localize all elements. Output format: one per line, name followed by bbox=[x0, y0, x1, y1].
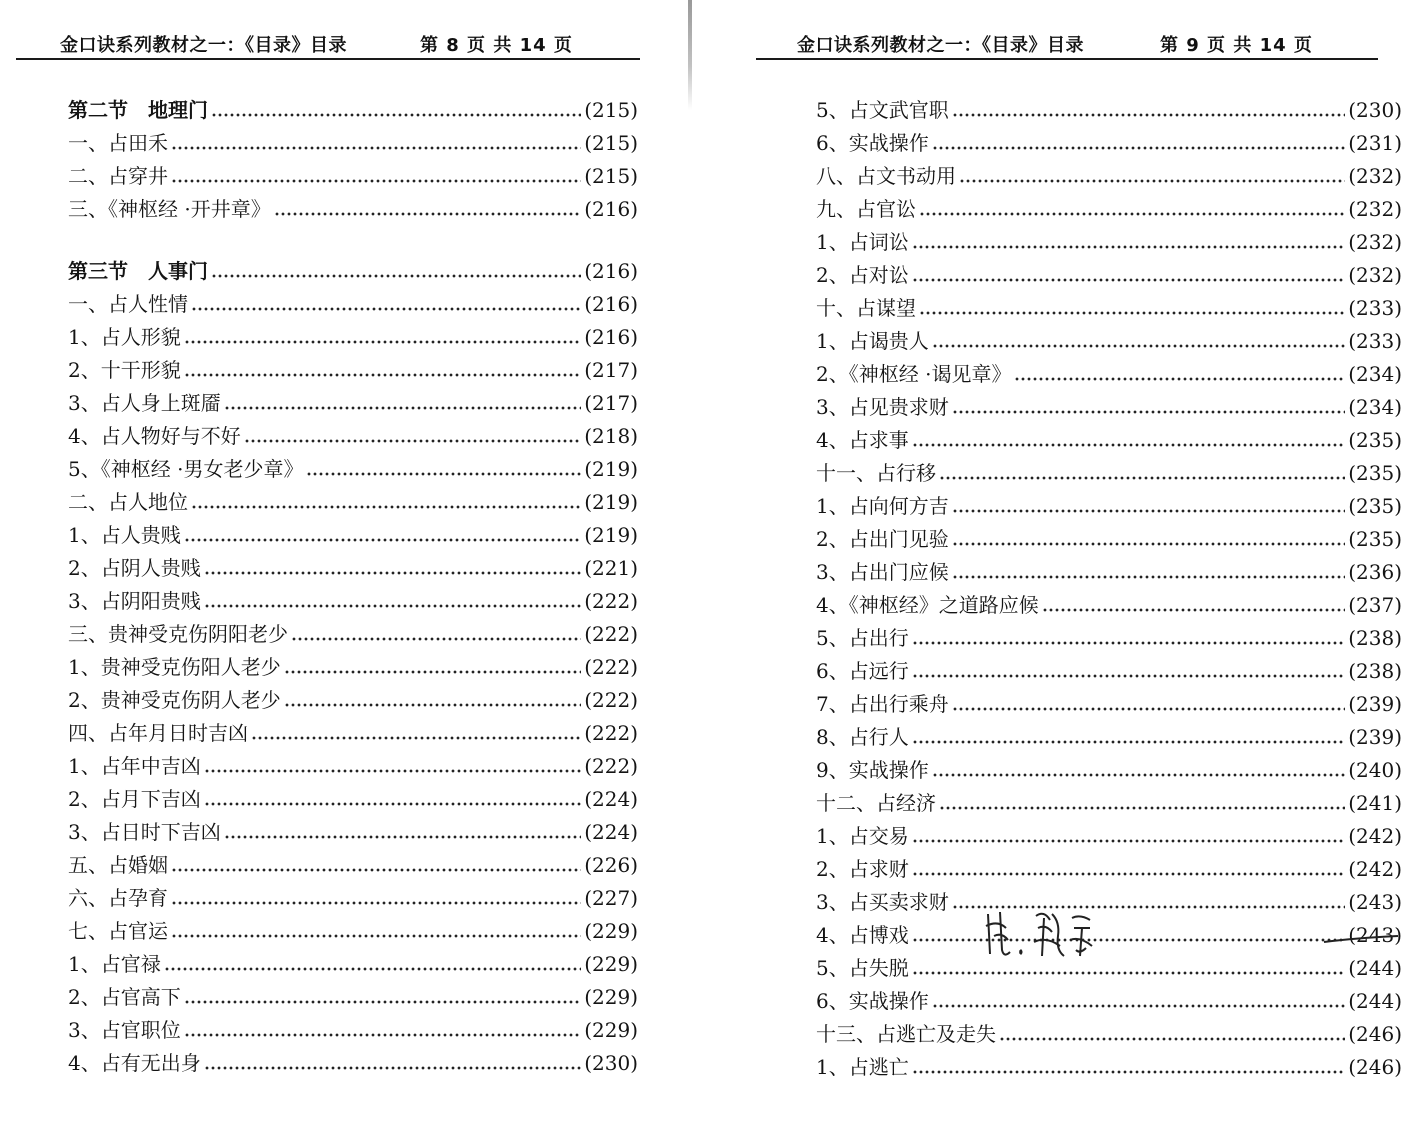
toc-entry bbox=[816, 1051, 1402, 1084]
toc-entry-title: 1、占人贵贱 bbox=[68, 523, 181, 547]
toc-entry bbox=[816, 424, 1402, 457]
toc-entry-title: 1、占交易 bbox=[816, 824, 909, 848]
left-toc-list bbox=[68, 94, 638, 1080]
dot-leader bbox=[274, 212, 582, 216]
toc-entry-page: (234) bbox=[1348, 362, 1402, 386]
toc-entry bbox=[68, 255, 638, 288]
dot-leader bbox=[912, 740, 1345, 744]
dot-leader bbox=[171, 934, 581, 938]
toc-entry-title: 3、占人身上斑靥 bbox=[68, 391, 221, 415]
dot-leader bbox=[932, 1004, 1345, 1008]
toc-entry-title: 1、贵神受克伤阳人老少 bbox=[68, 655, 281, 679]
toc-entry bbox=[816, 523, 1402, 556]
toc-entry bbox=[68, 717, 638, 750]
toc-entry-title: 三、《神枢经 ·开井章》 bbox=[68, 197, 271, 221]
dot-leader bbox=[284, 703, 581, 707]
toc-entry-page: (215) bbox=[584, 98, 638, 122]
toc-entry-page: (244) bbox=[1348, 989, 1402, 1013]
dot-leader bbox=[952, 113, 1345, 117]
toc-entry bbox=[68, 981, 638, 1014]
dot-leader bbox=[952, 509, 1345, 513]
toc-entry-page: (231) bbox=[1348, 131, 1402, 155]
dot-leader bbox=[284, 670, 581, 674]
toc-entry-title: 三、贵神受克伤阴阳老少 bbox=[68, 622, 288, 646]
toc-entry-title: 2、贵神受克伤阴人老少 bbox=[68, 688, 281, 712]
toc-entry-title: 八、占文书动用 bbox=[816, 164, 956, 188]
toc-entry-page: (216) bbox=[584, 325, 638, 349]
toc-entry bbox=[816, 457, 1402, 490]
toc-entry bbox=[68, 585, 638, 618]
dot-leader bbox=[1042, 608, 1345, 612]
toc-entry-title: 5、占出行 bbox=[816, 626, 909, 650]
series-title: 金口诀系列教材之一：《目录》目录 bbox=[797, 35, 1084, 56]
toc-entry-title: 1、占官禄 bbox=[68, 952, 161, 976]
toc-entry-page: (233) bbox=[1348, 329, 1402, 353]
toc-entry bbox=[816, 589, 1402, 622]
toc-entry bbox=[68, 420, 638, 453]
dot-leader bbox=[932, 773, 1345, 777]
dot-leader bbox=[211, 274, 581, 278]
toc-entry-title: 1、占词讼 bbox=[816, 230, 909, 254]
dot-leader bbox=[184, 1033, 581, 1037]
page-header bbox=[756, 28, 1378, 60]
toc-entry bbox=[68, 387, 638, 420]
toc-entry-title: 十、占谋望 bbox=[816, 296, 916, 320]
dot-leader bbox=[164, 967, 581, 971]
toc-entry bbox=[816, 160, 1402, 193]
toc-entry-page: (241) bbox=[1348, 791, 1402, 815]
dot-leader bbox=[171, 179, 581, 183]
toc-entry-page: (243) bbox=[1348, 923, 1402, 947]
toc-entry bbox=[816, 391, 1402, 424]
toc-entry-page: (235) bbox=[1348, 527, 1402, 551]
toc-entry bbox=[816, 325, 1402, 358]
dot-leader bbox=[959, 179, 1345, 183]
toc-entry-title: 3、占见贵求财 bbox=[816, 395, 949, 419]
toc-entry bbox=[68, 127, 638, 160]
dot-leader bbox=[952, 575, 1345, 579]
toc-entry-title: 一、占田禾 bbox=[68, 131, 168, 155]
series-title: 金口诀系列教材之一：《目录》目录 bbox=[60, 35, 347, 56]
dot-leader bbox=[204, 802, 581, 806]
toc-entry-page: (230) bbox=[584, 1051, 638, 1075]
toc-entry-title: 第二节 地理门 bbox=[68, 98, 208, 122]
dot-leader bbox=[919, 212, 1345, 216]
toc-entry-title: 第三节 人事门 bbox=[68, 259, 208, 283]
toc-entry bbox=[68, 1014, 638, 1047]
dot-leader bbox=[912, 1070, 1345, 1074]
dot-leader bbox=[932, 146, 1345, 150]
toc-entry bbox=[68, 816, 638, 849]
toc-entry-page: (218) bbox=[584, 424, 638, 448]
dot-leader bbox=[171, 901, 581, 905]
dot-leader bbox=[912, 245, 1345, 249]
dot-leader bbox=[306, 472, 581, 476]
toc-entry-page: (235) bbox=[1348, 428, 1402, 452]
toc-entry bbox=[816, 193, 1402, 226]
dot-leader bbox=[912, 641, 1345, 645]
toc-entry-title: 2、占阴人贵贱 bbox=[68, 556, 201, 580]
toc-entry-title: 5、占失脱 bbox=[816, 956, 909, 980]
dot-leader bbox=[184, 538, 581, 542]
toc-entry-page: (222) bbox=[584, 589, 638, 613]
toc-entry-title: 1、占谒贵人 bbox=[816, 329, 929, 353]
toc-entry bbox=[68, 519, 638, 552]
toc-entry-title: 4、占有无出身 bbox=[68, 1051, 201, 1075]
toc-entry-title: 四、占年月日时吉凶 bbox=[68, 721, 248, 745]
page-indicator: 第 8 页 共 14 页 bbox=[420, 35, 573, 56]
toc-entry bbox=[68, 915, 638, 948]
toc-entry bbox=[68, 453, 638, 486]
toc-entry-page: (236) bbox=[1348, 560, 1402, 584]
dot-leader bbox=[932, 344, 1345, 348]
handwritten-annotation bbox=[980, 906, 1400, 966]
toc-entry bbox=[68, 783, 638, 816]
toc-entry-title: 一、占人性情 bbox=[68, 292, 188, 316]
toc-entry-title: 6、实战操作 bbox=[816, 131, 929, 155]
toc-entry-page: (216) bbox=[584, 259, 638, 283]
toc-entry-page: (233) bbox=[1348, 296, 1402, 320]
toc-entry-page: (232) bbox=[1348, 164, 1402, 188]
toc-entry-title: 3、占出门应候 bbox=[816, 560, 949, 584]
toc-entry bbox=[816, 226, 1402, 259]
toc-entry bbox=[816, 688, 1402, 721]
toc-entry bbox=[816, 358, 1402, 391]
toc-entry-page: (232) bbox=[1348, 263, 1402, 287]
dot-leader bbox=[251, 736, 581, 740]
toc-entry bbox=[68, 94, 638, 127]
toc-entry-title: 4、占博戏 bbox=[816, 923, 909, 947]
toc-entry-page: (224) bbox=[584, 820, 638, 844]
toc-entry-title: 1、占年中吉凶 bbox=[68, 754, 201, 778]
toc-entry-title: 十一、占行移 bbox=[816, 461, 936, 485]
dot-leader bbox=[952, 542, 1345, 546]
dot-leader bbox=[952, 707, 1345, 711]
dot-leader bbox=[1014, 377, 1345, 381]
toc-entry-page: (217) bbox=[584, 391, 638, 415]
toc-entry-page: (234) bbox=[1348, 395, 1402, 419]
toc-entry-title: 3、占买卖求财 bbox=[816, 890, 949, 914]
toc-entry-page: (229) bbox=[584, 985, 638, 1009]
toc-entry bbox=[68, 486, 638, 519]
toc-entry-page: (215) bbox=[584, 164, 638, 188]
toc-entry-page: (222) bbox=[584, 721, 638, 745]
toc-entry-title: 六、占孕育 bbox=[68, 886, 168, 910]
dot-leader bbox=[204, 1066, 581, 1070]
toc-entry-title: 8、占行人 bbox=[816, 725, 909, 749]
toc-entry-page: (240) bbox=[1348, 758, 1402, 782]
toc-entry-title: 2、占月下吉凶 bbox=[68, 787, 201, 811]
toc-entry bbox=[816, 1018, 1402, 1051]
dot-leader bbox=[939, 476, 1345, 480]
toc-entry-page: (215) bbox=[584, 131, 638, 155]
toc-entry-title: 2、占官高下 bbox=[68, 985, 181, 1009]
toc-entry-page: (222) bbox=[584, 622, 638, 646]
toc-entry-page: (246) bbox=[1348, 1055, 1402, 1079]
dot-leader bbox=[244, 439, 581, 443]
toc-entry-title: 十三、占逃亡及走失 bbox=[816, 1022, 996, 1046]
toc-entry-page: (238) bbox=[1348, 659, 1402, 683]
toc-entry-title: 1、占逃亡 bbox=[816, 1055, 909, 1079]
toc-entry-page: (221) bbox=[584, 556, 638, 580]
toc-entry-page: (235) bbox=[1348, 494, 1402, 518]
toc-entry-title: 二、占穿井 bbox=[68, 164, 168, 188]
toc-entry-page: (232) bbox=[1348, 197, 1402, 221]
dot-leader bbox=[912, 443, 1345, 447]
toc-entry-title: 7、占出行乘舟 bbox=[816, 692, 949, 716]
toc-entry-page: (219) bbox=[584, 457, 638, 481]
toc-entry-title: 6、实战操作 bbox=[816, 989, 929, 1013]
dot-leader bbox=[191, 505, 581, 509]
toc-entry bbox=[816, 259, 1402, 292]
toc-entry bbox=[68, 882, 638, 915]
toc-entry-page: (229) bbox=[584, 952, 638, 976]
toc-entry-title: 十二、占经济 bbox=[816, 791, 936, 815]
page-header bbox=[16, 28, 640, 60]
dot-leader bbox=[912, 971, 1345, 975]
toc-entry-page: (222) bbox=[584, 688, 638, 712]
toc-entry-title: 3、占日时下吉凶 bbox=[68, 820, 221, 844]
dot-leader bbox=[952, 410, 1345, 414]
toc-entry-page: (222) bbox=[584, 655, 638, 679]
dot-leader bbox=[912, 839, 1345, 843]
toc-entry-page: (243) bbox=[1348, 890, 1402, 914]
toc-entry bbox=[68, 750, 638, 783]
toc-entry-title: 1、占人形貌 bbox=[68, 325, 181, 349]
dot-leader bbox=[224, 835, 581, 839]
toc-entry-title: 2、十干形貌 bbox=[68, 358, 181, 382]
toc-entry-page: (222) bbox=[584, 754, 638, 778]
toc-entry-title: 2、占对讼 bbox=[816, 263, 909, 287]
dot-leader bbox=[912, 278, 1345, 282]
toc-entry-title: 6、占远行 bbox=[816, 659, 909, 683]
toc-entry-title: 5、《神枢经 ·男女老少章》 bbox=[68, 457, 304, 481]
toc-entry bbox=[68, 288, 638, 321]
dot-leader bbox=[919, 311, 1345, 315]
toc-entry bbox=[816, 754, 1402, 787]
toc-entry bbox=[68, 651, 638, 684]
toc-entry-page: (227) bbox=[584, 886, 638, 910]
toc-entry bbox=[68, 193, 638, 226]
toc-entry bbox=[816, 556, 1402, 589]
dot-leader bbox=[184, 340, 581, 344]
dot-leader bbox=[171, 868, 581, 872]
toc-entry bbox=[816, 985, 1402, 1018]
toc-entry-page: (219) bbox=[584, 523, 638, 547]
toc-entry-title: 3、占阴阳贵贱 bbox=[68, 589, 201, 613]
toc-entry-title: 3、占官职位 bbox=[68, 1018, 181, 1042]
toc-entry bbox=[68, 321, 638, 354]
toc-entry-page: (229) bbox=[584, 919, 638, 943]
toc-entry-page: (219) bbox=[584, 490, 638, 514]
toc-entry bbox=[68, 160, 638, 193]
dot-leader bbox=[184, 373, 581, 377]
dot-leader bbox=[204, 571, 581, 575]
toc-entry-title: 二、占人地位 bbox=[68, 490, 188, 514]
dot-leader bbox=[224, 406, 581, 410]
toc-entry bbox=[816, 292, 1402, 325]
toc-entry bbox=[816, 622, 1402, 655]
toc-entry-page: (242) bbox=[1348, 857, 1402, 881]
toc-entry-page: (239) bbox=[1348, 692, 1402, 716]
toc-entry-page: (238) bbox=[1348, 626, 1402, 650]
toc-entry-title: 4、占求事 bbox=[816, 428, 909, 452]
toc-entry-title: 2、占求财 bbox=[816, 857, 909, 881]
dot-leader bbox=[184, 1000, 581, 1004]
toc-entry-page: (232) bbox=[1348, 230, 1402, 254]
toc-entry-page: (217) bbox=[584, 358, 638, 382]
toc-entry bbox=[816, 787, 1402, 820]
toc-entry-page: (216) bbox=[584, 197, 638, 221]
dot-leader bbox=[939, 806, 1345, 810]
dot-leader bbox=[912, 674, 1345, 678]
page-indicator: 第 9 页 共 14 页 bbox=[1160, 35, 1313, 56]
toc-entry-page: (226) bbox=[584, 853, 638, 877]
dot-leader bbox=[291, 637, 581, 641]
toc-entry bbox=[816, 94, 1402, 127]
toc-entry bbox=[68, 849, 638, 882]
toc-entry-page: (239) bbox=[1348, 725, 1402, 749]
toc-entry-title: 2、《神枢经 ·谒见章》 bbox=[816, 362, 1012, 386]
toc-entry-page: (216) bbox=[584, 292, 638, 316]
toc-entry-title: 9、实战操作 bbox=[816, 758, 929, 782]
toc-entry-page: (244) bbox=[1348, 956, 1402, 980]
toc-entry bbox=[68, 552, 638, 585]
dot-leader bbox=[204, 769, 581, 773]
toc-entry bbox=[816, 655, 1402, 688]
toc-entry-page: (242) bbox=[1348, 824, 1402, 848]
toc-entry-page: (230) bbox=[1348, 98, 1402, 122]
toc-entry-title: 七、占官运 bbox=[68, 919, 168, 943]
toc-entry-page: (235) bbox=[1348, 461, 1402, 485]
toc-entry-page: (237) bbox=[1348, 593, 1402, 617]
toc-entry-page: (229) bbox=[584, 1018, 638, 1042]
toc-entry-title: 九、占官讼 bbox=[816, 197, 916, 221]
toc-entry-title: 5、占文武官职 bbox=[816, 98, 949, 122]
toc-entry bbox=[68, 354, 638, 387]
toc-entry-page: (246) bbox=[1348, 1022, 1402, 1046]
dot-leader bbox=[191, 307, 581, 311]
toc-entry bbox=[68, 618, 638, 651]
toc-entry bbox=[68, 684, 638, 717]
toc-entry-title: 五、占婚姻 bbox=[68, 853, 168, 877]
toc-entry bbox=[816, 853, 1402, 886]
dot-leader bbox=[211, 113, 581, 117]
dot-leader bbox=[204, 604, 581, 608]
toc-entry bbox=[68, 948, 638, 981]
dot-leader bbox=[999, 1037, 1345, 1041]
toc-entry bbox=[816, 820, 1402, 853]
dot-leader bbox=[171, 146, 581, 150]
toc-entry-title: 4、占人物好与不好 bbox=[68, 424, 241, 448]
dot-leader bbox=[912, 872, 1345, 876]
toc-entry-title: 1、占向何方吉 bbox=[816, 494, 949, 518]
toc-entry-page: (224) bbox=[584, 787, 638, 811]
toc-entry bbox=[816, 721, 1402, 754]
toc-entry bbox=[816, 127, 1402, 160]
toc-entry-title: 2、占出门见验 bbox=[816, 527, 949, 551]
toc-entry bbox=[816, 490, 1402, 523]
toc-entry-title: 4、《神枢经》之道路应候 bbox=[816, 593, 1039, 617]
toc-entry bbox=[68, 1047, 638, 1080]
